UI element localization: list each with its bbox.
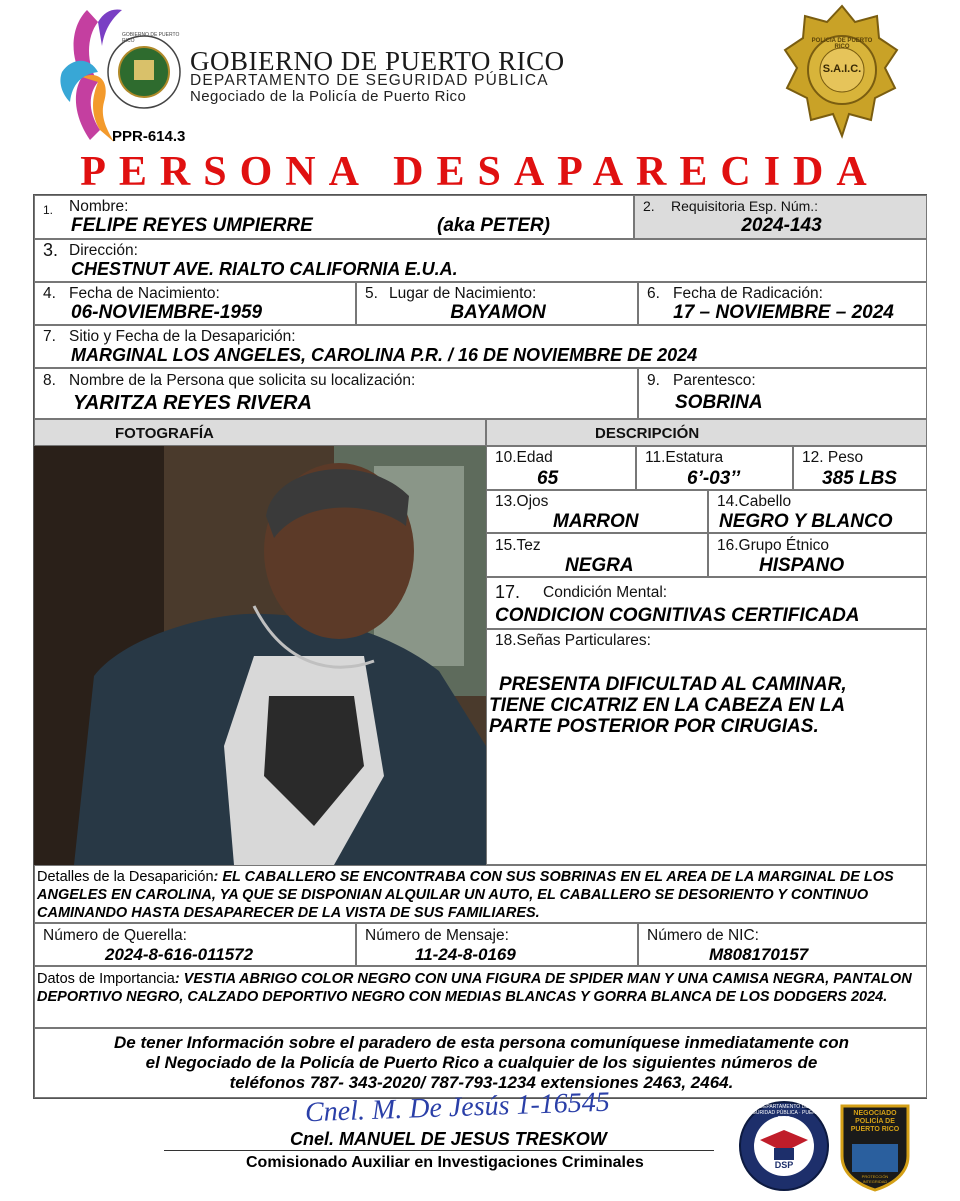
- label-ojos: 13.Ojos: [495, 493, 549, 510]
- label-detalles: Detalles de la Desaparición: [37, 869, 214, 885]
- value-detalles: : EL CABALLERO SE ENCONTRABA CON SUS SOBRINAS EN EL AREA DE LA MARGINAL DE LOS ANGELES EN CAROLINA, YA QUE SE DISPONIAN ALQUILAR UN AUTO, EL CABALLERO SE DESORIENTO Y CONTINUO CAMINANDO HASTA DESAPARECER DE LA VISTA DE SUS FAMILIARES.: [37, 869, 894, 921]
- dsp-ring-text: DEPARTAMENTO DE SEGURIDAD PÚBLICA · PUERTO RICO: [745, 1104, 823, 1122]
- value-senas-line3: PARTE POSTERIOR POR CIRUGIAS.: [489, 716, 819, 737]
- government-title: GOBIERNO DE PUERTO RICO: [190, 46, 565, 76]
- value-lugar-nacimiento: BAYAMON: [450, 302, 546, 323]
- field-fecha-nacimiento: [34, 282, 356, 325]
- field-cabello: [708, 490, 927, 533]
- importancia-paragraph: [37, 970, 925, 1006]
- descripcion-header: [486, 419, 927, 446]
- field-tez: [486, 533, 708, 577]
- detalles-paragraph: [37, 868, 925, 922]
- label-senas: 18.Señas Particulares:: [495, 632, 651, 649]
- label-nombre: Nombre:: [69, 198, 129, 215]
- label-fecha-radicacion: Fecha de Radicación:: [673, 285, 823, 302]
- field-nombre: [34, 195, 634, 239]
- label-num: 6.: [647, 285, 660, 302]
- contact-notice: [34, 1028, 927, 1098]
- value-solicitante: YARITZA REYES RIVERA: [73, 392, 312, 414]
- field-querella: [34, 923, 356, 966]
- value-requisitoria: 2024-143: [741, 215, 822, 236]
- field-peso: [793, 446, 927, 490]
- value-fecha-nacimiento: 06-NOVIEMBRE-1959: [71, 302, 263, 323]
- value-aka: (aka PETER): [437, 215, 550, 236]
- label-fecha-nacimiento: Fecha de Nacimiento:: [69, 285, 220, 302]
- foto-header-label: FOTOGRAFÍA: [115, 425, 214, 442]
- npr-bottom-text: PROTECCIÓN INTEGRIDAD: [861, 1174, 889, 1184]
- value-edad: 65: [537, 468, 559, 489]
- value-senas-line2: TIENE CICATRIZ EN LA CABEZA EN LA: [489, 695, 846, 716]
- value-mensaje: 11-24-8-0169: [415, 945, 516, 964]
- field-solicitante: [34, 368, 638, 419]
- department-name: DEPARTAMENTO DE SEGURIDAD PÚBLICA: [190, 72, 549, 89]
- badge-ring-text: POLICIA DE PUERTO RICO: [811, 38, 873, 50]
- label-num: 4.: [43, 285, 56, 302]
- label-num: 8.: [43, 372, 56, 389]
- person-photo: [34, 446, 486, 865]
- value-sitio-fecha: MARGINAL LOS ANGELES, CAROLINA P.R. / 16 DE NOVIEMBRE DE 2024: [71, 345, 698, 365]
- label-peso: 12. Peso: [802, 449, 864, 466]
- field-grupo-etnico: [708, 533, 927, 577]
- field-sitio-fecha: [34, 325, 927, 368]
- label-num: 9.: [647, 372, 660, 389]
- value-ojos: MARRON: [553, 511, 639, 532]
- value-grupo-etnico: HISPANO: [759, 555, 845, 576]
- field-mensaje: [356, 923, 638, 966]
- field-lugar-nacimiento: [356, 282, 638, 325]
- field-fecha-radicacion: [638, 282, 927, 325]
- signature: Cnel. M. De Jesús 1-16545: [304, 1086, 611, 1129]
- page-title: PERSONA DESAPARECIDA: [80, 149, 880, 195]
- label-solicitante: Nombre de la Persona que solicita su localización:: [69, 372, 416, 389]
- label-sitio-fecha: Sitio y Fecha de la Desaparición:: [69, 328, 296, 345]
- missing-person-form: [33, 194, 927, 1099]
- field-parentesco: [638, 368, 927, 419]
- field-edad: [486, 446, 636, 490]
- value-nombre: FELIPE REYES UMPIERRE: [71, 215, 313, 236]
- field-requisitoria: [634, 195, 927, 239]
- dsp-seal: [738, 1100, 830, 1192]
- label-num: 17.: [495, 582, 521, 602]
- value-tez: NEGRA: [565, 555, 634, 576]
- label-parentesco: Parentesco:: [673, 372, 756, 389]
- value-cabello: NEGRO Y BLANCO: [719, 511, 893, 532]
- label-importancia: Datos de Importancia: [37, 971, 175, 987]
- contact-line2: el Negociado de la Policía de Puerto Rico a cualquier de los siguientes números de: [145, 1053, 818, 1072]
- foto-header: [34, 419, 486, 446]
- signer-name: Cnel. MANUEL DE JESUS TRESKOW: [290, 1129, 607, 1149]
- value-nic: M808170157: [709, 945, 809, 964]
- label-nic: Número de NIC:: [647, 927, 759, 944]
- label-estatura: 11.Estatura: [645, 449, 724, 466]
- value-importancia: : VESTIA ABRIGO COLOR NEGRO CON UNA FIGURA DE SPIDER MAN Y UNA CAMISA NEGRA, PANTALON DEPORTIVO NEGRO, CALZADO DEPORTIVO NEGRO CON MEDIAS BLANCAS Y GORRA BLANCA DE LOS DODGERS 2024.: [37, 971, 912, 1005]
- signature-line: [164, 1150, 714, 1151]
- label-num: 3.: [43, 240, 59, 260]
- label-lugar-nacimiento: Lugar de Nacimiento:: [389, 285, 537, 302]
- value-fecha-radicacion: 17 – NOVIEMBRE – 2024: [673, 302, 894, 323]
- field-estatura: [636, 446, 793, 490]
- label-direccion: Dirección:: [69, 242, 138, 259]
- contact-line3: teléfonos 787- 343-2020/ 787-793-1234 extensiones 2463, 2464.: [229, 1073, 734, 1092]
- npr-top-text: NEGOCIADO POLICÍA DE PUERTO RICO: [850, 1110, 900, 1133]
- label-querella: Número de Querella:: [43, 927, 187, 944]
- field-ojos: [486, 490, 708, 533]
- field-senas: [486, 629, 927, 865]
- label-requisitoria: Requisitoria Esp. Núm.:: [671, 198, 819, 214]
- value-parentesco: SOBRINA: [675, 392, 763, 413]
- value-estatura: 6’-03’’: [687, 468, 741, 489]
- label-num: 2.: [643, 198, 655, 214]
- label-condicion-mental: Condición Mental:: [543, 584, 668, 601]
- label-grupo-etnico: 16.Grupo Étnico: [717, 537, 830, 554]
- contact-line1: De tener Información sobre el paradero de esta persona comuníquese inmediatamente con: [114, 1033, 849, 1052]
- value-direccion: CHESTNUT AVE. RIALTO CALIFORNIA E.U.A.: [71, 259, 458, 279]
- field-nic: [638, 923, 927, 966]
- saic-badge: [783, 2, 901, 142]
- value-condicion-mental: CONDICION COGNITIVAS CERTIFICADA: [495, 605, 860, 626]
- value-querella: 2024-8-616-011572: [105, 945, 254, 964]
- npr-seal: [838, 1100, 912, 1192]
- value-peso: 385 LBS: [822, 468, 897, 489]
- field-importancia: [34, 966, 927, 1028]
- signer-title: Comisionado Auxiliar en Investigaciones Criminales: [246, 1154, 644, 1171]
- field-direccion: [34, 239, 927, 282]
- label-mensaje: Número de Mensaje:: [365, 927, 509, 944]
- label-num: 1.: [43, 203, 54, 217]
- field-condicion-mental: [486, 577, 927, 629]
- form-code: PPR-614.3: [112, 128, 186, 145]
- field-detalles: [34, 865, 927, 923]
- label-num: 7.: [43, 328, 56, 345]
- label-tez: 15.Tez: [495, 537, 541, 554]
- label-edad: 10.Edad: [495, 449, 553, 466]
- label-num: 5.: [365, 285, 378, 302]
- dsp-center-text: DSP: [774, 1160, 794, 1170]
- value-senas-line1: PRESENTA DIFICULTAD AL CAMINAR,: [499, 674, 847, 695]
- logo-ring-text: GOBIERNO DE PUERTO RICO: [122, 32, 180, 44]
- badge-center-text: S.A.I.C.: [822, 63, 862, 75]
- descripcion-header-label: DESCRIPCIÓN: [595, 425, 700, 442]
- bureau-name: Negociado de la Policía de Puerto Rico: [190, 88, 467, 105]
- label-cabello: 14.Cabello: [717, 493, 792, 510]
